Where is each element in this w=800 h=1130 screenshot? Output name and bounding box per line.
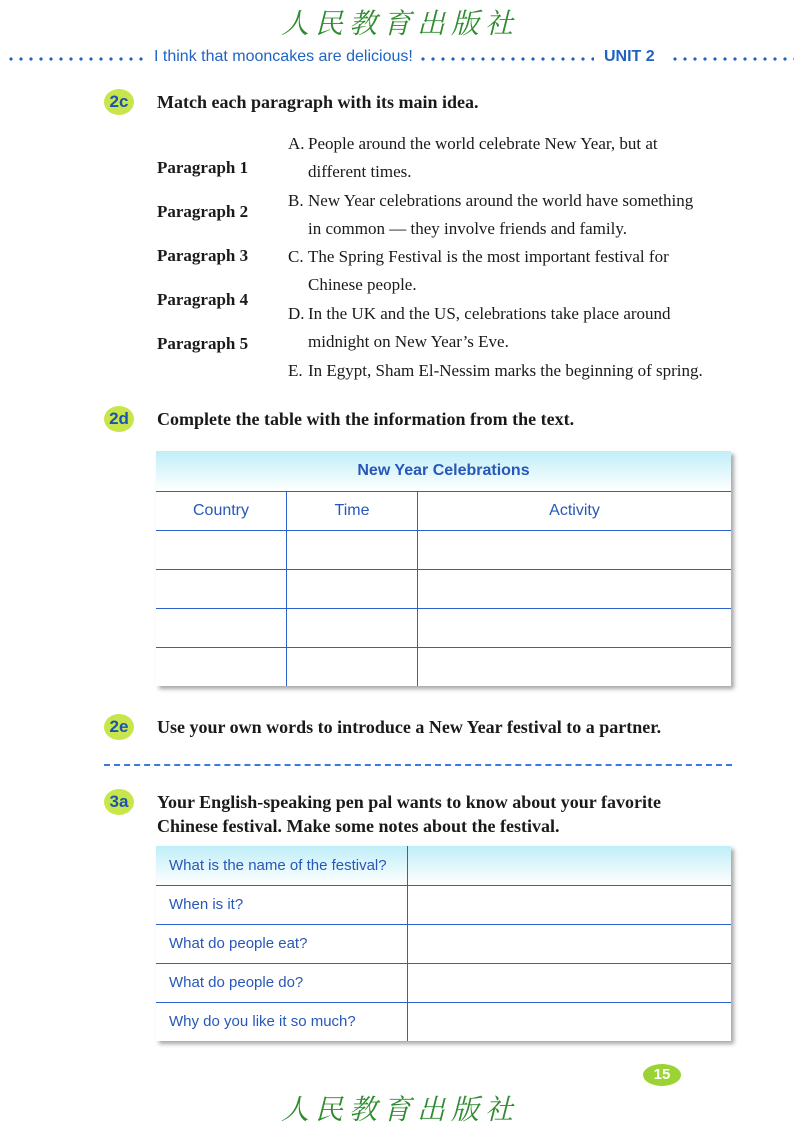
answer-cell-time[interactable] bbox=[287, 608, 418, 647]
main-idea-e bbox=[288, 357, 748, 385]
paragraph-label: Paragraph 1 bbox=[157, 158, 249, 177]
page-number: 15 bbox=[643, 1064, 681, 1086]
festival-notes-table bbox=[156, 846, 731, 1041]
answer-cell-activity[interactable] bbox=[418, 530, 732, 569]
instruction-2d: Complete the table with the information from the text. bbox=[157, 409, 575, 429]
unit-label: UNIT 2 bbox=[604, 48, 655, 65]
answer-cell-time[interactable] bbox=[287, 647, 418, 686]
table-row bbox=[156, 569, 731, 608]
idea-letter: B. bbox=[288, 191, 304, 210]
table-row bbox=[156, 846, 731, 885]
question-cell: What is the name of the festival? bbox=[156, 846, 408, 885]
notes-cell[interactable] bbox=[408, 924, 732, 963]
idea-letter: C. bbox=[288, 247, 304, 266]
paragraph-label: Paragraph 2 bbox=[157, 202, 249, 221]
header-dots-left bbox=[6, 52, 148, 66]
notes-cell[interactable] bbox=[408, 846, 732, 885]
table-row bbox=[156, 963, 731, 1002]
instruction-2c: Match each paragraph with its main idea. bbox=[157, 92, 479, 112]
table-row bbox=[156, 647, 731, 686]
main-idea-a bbox=[288, 130, 748, 186]
answer-cell-country[interactable] bbox=[156, 569, 287, 608]
idea-text: New Year celebrations around the world have something bbox=[308, 191, 694, 210]
answer-cell-activity[interactable] bbox=[418, 647, 732, 686]
column-header-time: Time bbox=[287, 491, 418, 530]
idea-letter: E. bbox=[288, 361, 303, 380]
badge-2c: 2c bbox=[104, 89, 134, 115]
unit-subtitle: I think that mooncakes are delicious! bbox=[154, 48, 413, 65]
idea-text-continued: in common — they involve friends and family. bbox=[308, 219, 627, 238]
main-idea-c bbox=[288, 243, 748, 299]
idea-text: In the UK and the US, celebrations take place around bbox=[308, 304, 671, 323]
badge-3a: 3a bbox=[104, 789, 134, 815]
idea-letter: D. bbox=[288, 304, 305, 323]
answer-cell-activity[interactable] bbox=[418, 569, 732, 608]
idea-text-continued: different times. bbox=[308, 162, 412, 181]
instruction-2e: Use your own words to introduce a New Year festival to a partner. bbox=[157, 717, 662, 737]
answer-cell-activity[interactable] bbox=[418, 608, 732, 647]
section-divider bbox=[104, 764, 732, 766]
notes-cell[interactable] bbox=[408, 1002, 732, 1041]
answer-cell-country[interactable] bbox=[156, 608, 287, 647]
idea-text: In Egypt, Sham El-Nessim marks the beginning of spring. bbox=[308, 361, 703, 380]
table-row bbox=[156, 608, 731, 647]
answer-cell-country[interactable] bbox=[156, 647, 287, 686]
answer-cell-time[interactable] bbox=[287, 569, 418, 608]
idea-text: People around the world celebrate New Year, but at bbox=[308, 134, 658, 153]
instruction-3a-line1: Your English-speaking pen pal wants to know about your favorite bbox=[157, 792, 661, 812]
paragraph-label: Paragraph 3 bbox=[157, 246, 249, 265]
paragraph-label: Paragraph 5 bbox=[157, 334, 249, 353]
question-cell: What do people eat? bbox=[156, 924, 408, 963]
publisher-logo-bottom: 人民教育出版社 bbox=[280, 1093, 519, 1126]
paragraph-label: Paragraph 4 bbox=[157, 290, 249, 309]
question-cell: What do people do? bbox=[156, 963, 408, 1002]
table-row bbox=[156, 885, 731, 924]
column-header-country: Country bbox=[156, 491, 287, 530]
table-row bbox=[156, 530, 731, 569]
publisher-logo-top: 人民教育出版社 bbox=[280, 7, 519, 40]
question-cell: Why do you like it so much? bbox=[156, 1002, 408, 1041]
header-dots-middle bbox=[418, 52, 594, 66]
table-row bbox=[156, 1002, 731, 1041]
badge-2d: 2d bbox=[104, 406, 134, 432]
notes-cell[interactable] bbox=[408, 963, 732, 1002]
badge-2e: 2e bbox=[104, 714, 134, 740]
new-year-celebrations-table bbox=[156, 451, 731, 686]
header-dots-right bbox=[670, 52, 794, 66]
idea-text: The Spring Festival is the most important festival for bbox=[308, 247, 669, 266]
main-idea-d bbox=[288, 300, 748, 356]
instruction-3a-line2: Chinese festival. Make some notes about the festival. bbox=[157, 816, 560, 836]
answer-cell-time[interactable] bbox=[287, 530, 418, 569]
idea-text-continued: Chinese people. bbox=[308, 275, 417, 294]
main-idea-b bbox=[288, 187, 748, 243]
idea-letter: A. bbox=[288, 134, 305, 153]
table-title: New Year Celebrations bbox=[156, 451, 731, 491]
table-row bbox=[156, 924, 731, 963]
answer-cell-country[interactable] bbox=[156, 530, 287, 569]
column-header-activity: Activity bbox=[418, 491, 732, 530]
instruction-3a bbox=[157, 790, 661, 838]
question-cell: When is it? bbox=[156, 885, 408, 924]
notes-cell[interactable] bbox=[408, 885, 732, 924]
idea-text-continued: midnight on New Year’s Eve. bbox=[308, 332, 509, 351]
